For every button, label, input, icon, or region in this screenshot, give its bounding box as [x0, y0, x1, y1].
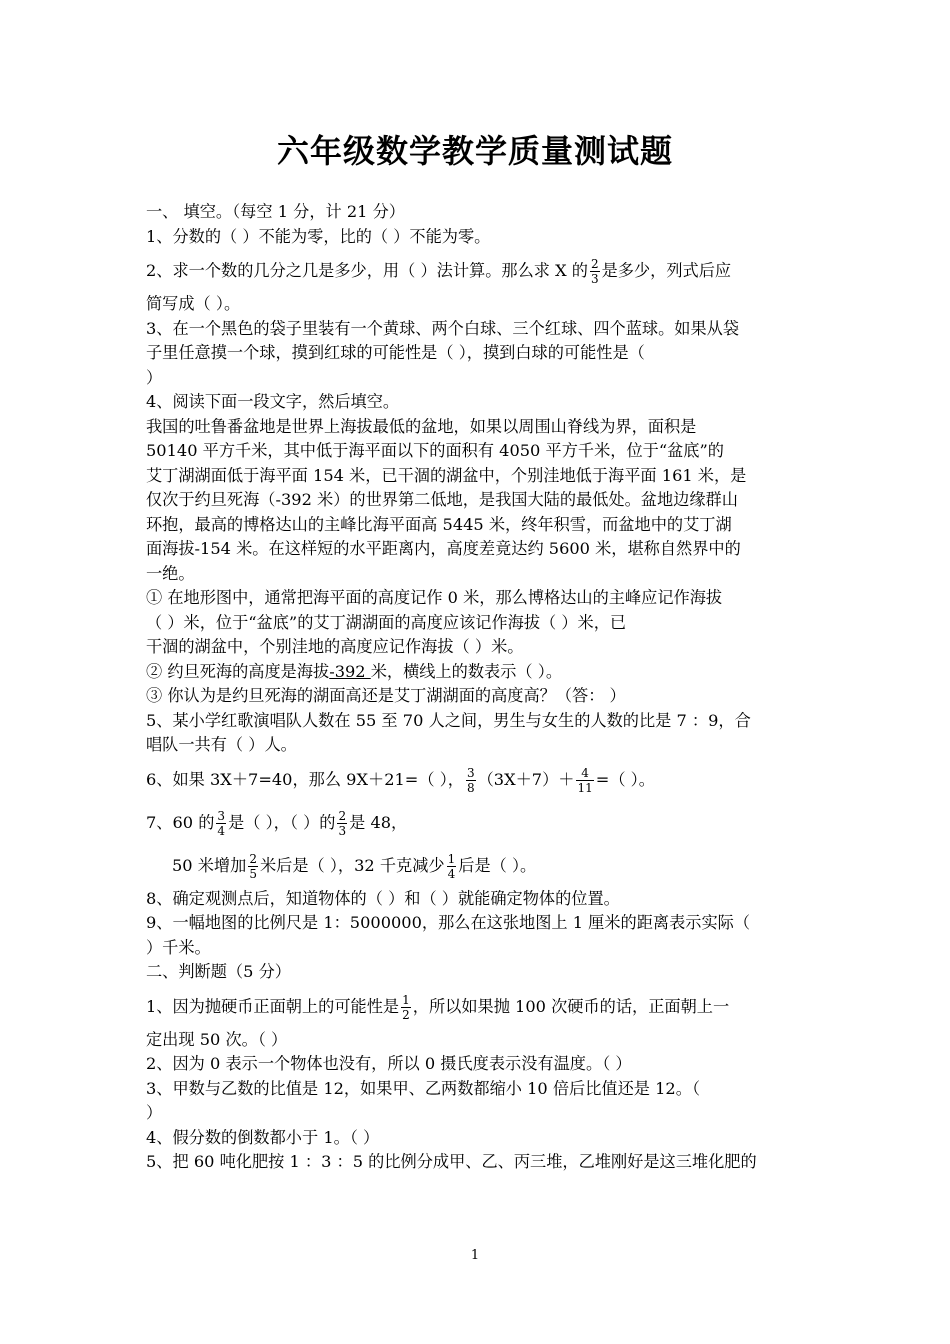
question-2-line-1: 2、求一个数的几分之几是多少，用（ ）法计算。那么求 X 的 $\frac{2}{3}$ 是多少，列式后应	[146, 257, 732, 286]
question-5-line-1: 5、某小学红歌演唱队人数在 55 至 70 人之间，男生与女生的人数的比是 7 ：9，合	[146, 710, 751, 730]
question-8: 8、确定观测点后，知道物体的（ ）和（ ）就能确定物体的位置。	[146, 888, 620, 908]
fraction: $\frac{2}{5}$	[249, 851, 257, 881]
fraction: $\frac{1}{2}$	[402, 992, 410, 1022]
question-7-line-2: 50 米增加 $\frac{2}{5}$ 米后是（ ），32 千克减少 $\frac{1}{4}$ 后是（ ）。	[172, 851, 537, 881]
question-content	[146, 200, 810, 1175]
judgment-3-line-2: ）	[146, 1103, 163, 1122]
judgment-5: 5、把 60 吨化肥按 1 ：3 ：5 的比例分成甲、乙、丙三堆，乙堆刚好是这三堆化肥的	[146, 1152, 757, 1171]
sub-question-1-line-3: 干涸的湖盆中，个别洼地的高度应记作海拔（ ）米。	[146, 637, 524, 656]
question-3-line-1: 3、在一个黑色的袋子里装有一个黄球、两个白球、三个红球、四个蓝球。如果从袋	[146, 318, 740, 338]
page-number: 1	[470, 1248, 480, 1263]
question-2-line-2: 简写成（ ）。	[146, 294, 241, 313]
sub-question-3: ③ 你认为是约旦死海的湖面高还是艾丁湖湖面的高度高？（答： ）	[146, 686, 626, 705]
question-3-line-2: 子里任意摸一个球，摸到红球的可能性是（ ），摸到白球的可能性是（	[146, 343, 645, 362]
reading-passage-line: 我国的吐鲁番盆地是世界上海拔最低的盆地，如果以周围山脊线为界，面积是	[146, 416, 697, 436]
reading-passage-line: 艾丁湖湖面低于海平面 154 米，已干涸的湖盆中，个别洼地低于海平面 161 米，是	[146, 465, 747, 485]
question-1: 1、分数的（ ）不能为零，比的（ ）不能为零。	[146, 226, 491, 246]
fraction: $\frac{1}{4}$	[447, 851, 456, 881]
question-9-line-1: 9、一幅地图的比例尺是 1：5000000，那么在这张地图上 1 厘米的距离表示实际（	[146, 913, 751, 932]
reading-passage-line: 一绝。	[146, 563, 195, 583]
sub-question-1-line-1: ① 在地形图中，通常把海平面的高度记作 0 米，那么博格达山的主峰应记作海拔	[146, 588, 723, 607]
question-9-line-2: ）千米。	[146, 937, 211, 957]
question-5-line-2: 唱队一共有（ ）人。	[146, 735, 297, 754]
reading-passage-line: 环抱，最高的博格达山的主峰比海平面高 5445 米，终年积雪，而盆地中的艾丁湖	[146, 514, 732, 534]
judgment-1-line-1: 1、因为抛硬币正面朝上的可能性是 $\frac{1}{2}$ ，所以如果抛 100 次硬币的话，正面朝上一	[146, 992, 730, 1022]
fraction: $\frac{3}{4}$	[217, 808, 226, 838]
judgment-3-line-1: 3、甲数与乙数的比值是 12，如果甲、乙两数都缩小 10 倍后比值还是 12。（	[146, 1078, 701, 1098]
page-title: 六年级数学教学质量测试题	[276, 132, 673, 170]
fraction: $\frac{3}{8}$	[466, 765, 475, 795]
reading-passage-line: 面海拔-154 米。在这样短的水平距离内，高度差竟达约 5600 米，堪称自然界中的	[146, 539, 741, 558]
judgment-2: 2、因为 0 表示一个物体也没有，所以 0 摄氏度表示没有温度。（ ）	[146, 1054, 632, 1073]
section-2-heading: 二、判断题（5 分）	[146, 962, 291, 981]
question-4: 4、阅读下面一段文字，然后填空。	[146, 392, 400, 411]
sub-question-2: ② 约旦死海的高度是海拔-392 米，横线上的数表示（ ）。	[146, 661, 563, 681]
question-3-line-3: ）	[146, 367, 163, 387]
fraction: $\frac{2}{3}$	[338, 808, 347, 838]
question-6: 6、如果 3X＋7=40，那么 9X＋21=（ ）， $\frac{3}{8}$ （3X＋7）＋ $\frac{4}{11}$ =（ ）。	[146, 765, 655, 795]
reading-passage-line: 50140 平方千米，其中低于海平面以下的面积有 4050 平方千米，位于“盆底”的	[146, 441, 724, 460]
underlined-number: -392	[329, 661, 371, 681]
fraction: $\frac{2}{3}$	[590, 257, 599, 286]
section-1-heading: 一、 填空。（每空 1 分，计 21 分）	[146, 202, 405, 221]
judgment-4: 4、假分数的倒数都小于 1。（ ）	[146, 1127, 380, 1147]
reading-passage-line: 仅次于约旦死海（-392 米）的世界第二低地，是我国大陆的最低处。盆地边缘群山	[146, 490, 738, 509]
sub-question-1-line-2: （ ）米，位于“盆底”的艾丁湖湖面的高度应该记作海拔（ ）米，已	[146, 612, 627, 632]
fraction: $\frac{4}{11}$	[577, 765, 593, 795]
judgment-1-line-2: 定出现 50 次。（ ）	[146, 1029, 288, 1049]
question-7-line-1: 7、60 的 $\frac{3}{4}$ 是（ ），（ ）的 $\frac{2}{3}$ 是 48，	[146, 808, 408, 838]
